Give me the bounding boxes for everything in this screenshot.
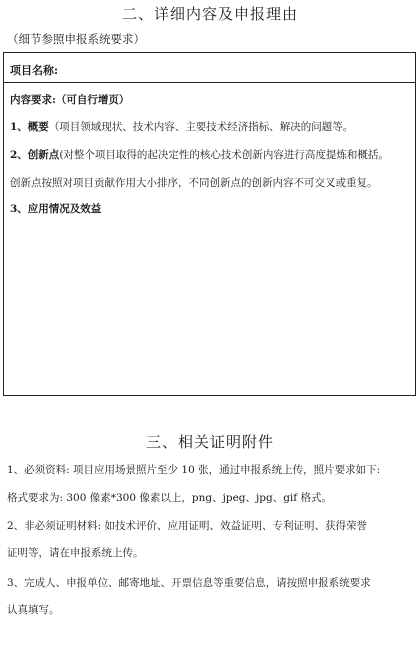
item-application-label: 3、应用情况及效益 (10, 203, 102, 215)
content-requirements-area[interactable] (4, 83, 415, 216)
attachment-line-2-cont: 证明等，请在申报系统上传。 (7, 547, 144, 559)
attachment-line-1-cont: 格式要求为: 300 像素*300 像素以上，png、jpeg、jpg、gif 格式。 (7, 492, 333, 504)
project-name-row[interactable] (4, 53, 415, 83)
details-form-box (3, 52, 416, 396)
item-innovation (10, 148, 409, 162)
section2-title: 二、详细内容及申报理由 (121, 5, 298, 23)
content-requirements-header: 内容要求:（可自行增页） (10, 94, 130, 106)
item-summary (10, 120, 409, 134)
item-innovation-label: 2、创新点 (10, 149, 60, 161)
section2-note: （细节参照申报系统要求） (7, 32, 145, 46)
section3-title: 三、相关证明附件 (145, 433, 274, 451)
item-summary-label: 1、概要 (10, 121, 49, 133)
item-innovation-cont: 创新点按照对项目贡献作用大小排序，不同创新点的创新内容不可交叉或重复。 (10, 177, 378, 189)
item-summary-text: （项目领域现状、技术内容、主要技术经济指标、解决的问题等。 (48, 121, 354, 133)
attachment-line-3-cont: 认真填写。 (7, 604, 60, 616)
attachment-line-1: 1、必须资料: 项目应用场景照片至少 10 张，通过申报系统上传，照片要求如下: (7, 464, 381, 476)
item-innovation-text: (对整个项目取得的起决定性的核心技术创新内容进行高度提炼和概括。 (59, 149, 389, 161)
attachment-line-3: 3、完成人、申报单位、邮寄地址、开票信息等重要信息，请按照申报系统要求 (7, 577, 371, 589)
attachment-line-2: 2、非必须证明材料: 如技术评价、应用证明、效益证明、专利证明、获得荣誉 (7, 520, 368, 532)
project-name-label: 项目名称: (10, 64, 59, 77)
